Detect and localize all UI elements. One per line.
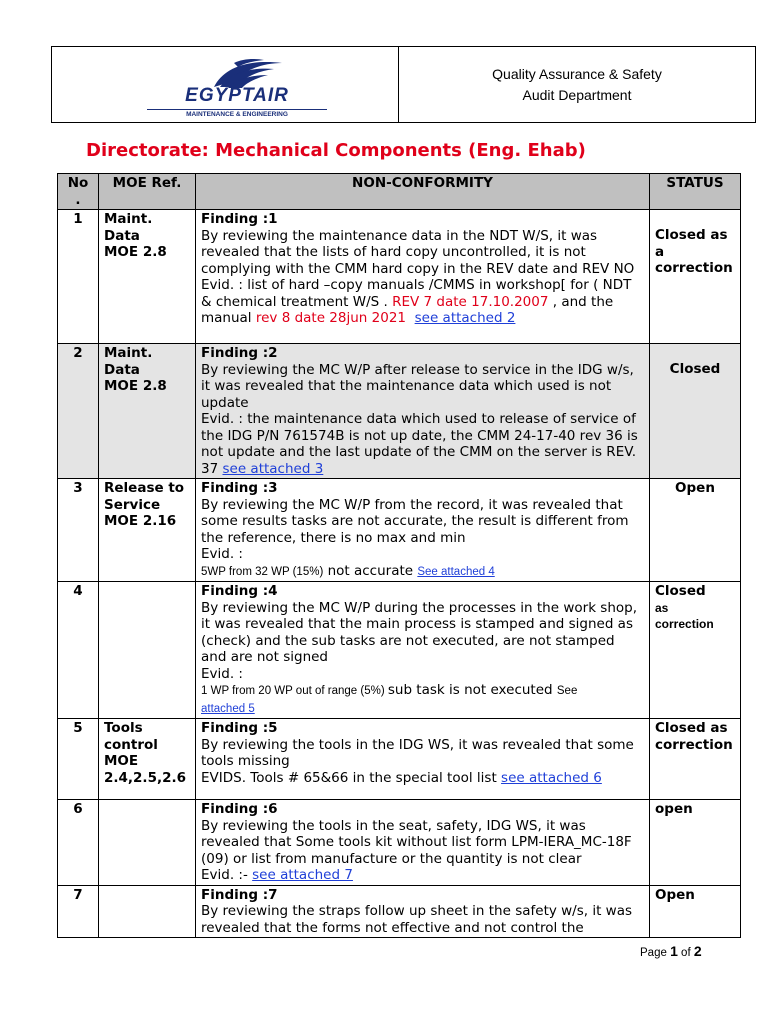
table-row [58, 479, 741, 582]
non-conformity [196, 885, 650, 938]
page-current: 1 [670, 943, 678, 959]
table-row [58, 344, 741, 479]
row-number: 1 [58, 210, 99, 344]
status-cell [650, 582, 741, 719]
finding-title: Finding :1 [201, 211, 278, 227]
department-cell [399, 47, 755, 122]
evidence-count: 1 WP from 20 WP out of range (5%) [201, 685, 388, 697]
finding-text: By reviewing the MC W/P from the record, it was revealed that some results tasks are not accurate, the result is different from the reference, there is no max and min [201, 496, 629, 546]
directorate-title: Directorate: Mechanical Components (Eng. Ehab) [86, 140, 586, 161]
evidence-text: Evid. :- [201, 867, 253, 883]
status-value: Closed as a correction [655, 227, 733, 276]
evidence-label: Evid. : [201, 665, 243, 682]
finding-title: Finding :5 [201, 720, 278, 736]
evidence-text-cont: , and the manual [201, 293, 614, 326]
evidence-see: See [556, 685, 578, 697]
logo-subtitle: MAINTENANCE & ENGINEERING [147, 109, 327, 118]
logo-wordmark: EGYPTAIR [185, 85, 289, 106]
page-label: Page [640, 947, 671, 959]
page-number [640, 943, 702, 959]
status-cell [650, 719, 741, 800]
table-row [58, 800, 741, 886]
moe-ref-label: Release to Service [104, 480, 185, 513]
status-value: open [655, 801, 693, 817]
moe-ref [99, 885, 196, 938]
department-line-1: Quality Assurance & Safety [492, 65, 662, 82]
header-moe-ref: MOE Ref. [99, 174, 196, 210]
header-status: STATUS [650, 174, 741, 210]
status-cell [650, 885, 741, 938]
non-conformity [196, 800, 650, 886]
status-cell [650, 344, 741, 479]
evidence-count: 5WP from 32 WP (15%) [201, 565, 324, 578]
row-number: 4 [58, 582, 99, 719]
non-conformity [196, 582, 650, 719]
evidence-text: sub task is not executed [387, 682, 557, 698]
non-conformity [196, 479, 650, 582]
row-number: 2 [58, 344, 99, 479]
table-row [58, 885, 741, 938]
moe-ref-section: MOE 2.16 [104, 513, 177, 529]
row-number: 7 [58, 885, 99, 938]
evidence-text: Evid. : list of hard –copy manuals /CMMS in workshop[ for ( NDT & chemical treatment W/S . [201, 277, 632, 310]
non-conformity [196, 210, 650, 344]
moe-ref-section: MOE 2.8 [104, 244, 167, 260]
header-non-conformity: NON-CONFORMITY [196, 174, 650, 210]
moe-ref [99, 719, 196, 800]
non-conformity [196, 344, 650, 479]
moe-ref-label: Tools control [104, 720, 158, 753]
logo-cell [52, 47, 399, 122]
table-row [58, 210, 741, 344]
status-value: Closed as correction [655, 720, 733, 753]
table-row [58, 582, 741, 719]
document-header [51, 46, 756, 123]
status-value-line-2: as [655, 600, 669, 615]
finding-title: Finding :4 [201, 583, 278, 599]
finding-title: Finding :3 [201, 480, 278, 496]
status-cell [650, 210, 741, 344]
finding-text: By reviewing the tools in the seat, safety, IDG WS, it was revealed that Some tools kit without list form LPM-IERA_MC-18F (09) or list from manufacture or the quantity is not clear [201, 817, 632, 867]
row-number: 6 [58, 800, 99, 886]
moe-ref [99, 210, 196, 344]
finding-text: By reviewing the straps follow up sheet in the safety w/s, it was revealed that the forms not effective and not control the [201, 903, 633, 936]
evidence-text: EVIDS. Tools # 65&66 in the special tool list [201, 769, 502, 786]
evidence-text: Evid. : the maintenance data which used to release of service of the IDG P/N 761574B is not up date, the CMM 24-17-40 rev 36 is not update and the last update of the CMM on the server is REV. 37 [201, 411, 638, 477]
page-total: 2 [693, 943, 702, 959]
moe-ref-section: MOE 2.4,2.5,2.6 [104, 753, 187, 786]
table-header-row [58, 174, 741, 210]
department-line-2: Audit Department [522, 86, 632, 103]
attachment-link[interactable]: attached 5 [201, 702, 255, 715]
finding-text: By reviewing the tools in the IDG WS, it was revealed that some tools missing [201, 736, 634, 769]
moe-ref [99, 582, 196, 719]
evidence-label: Evid. : [201, 546, 243, 562]
findings-table [57, 173, 741, 938]
status-value: Open [675, 480, 715, 496]
attachment-link[interactable]: see attached 6 [501, 769, 602, 786]
status-value: Open [655, 886, 695, 903]
page-of: of [677, 947, 694, 959]
moe-ref [99, 344, 196, 479]
status-cell [650, 479, 741, 582]
finding-title: Finding :2 [201, 345, 278, 361]
attachment-link[interactable]: see attached 3 [222, 460, 324, 477]
finding-title: Finding :7 [201, 886, 278, 903]
moe-ref [99, 800, 196, 886]
non-conformity [196, 719, 650, 800]
moe-ref-label: Maint. Data [104, 345, 153, 378]
status-value: Closed [655, 583, 706, 599]
evidence-revision-new: rev 8 date 28jun 2021 [255, 310, 407, 326]
finding-title: Finding :6 [201, 801, 278, 817]
evidence-text: not accurate [323, 562, 418, 579]
status-cell [650, 800, 741, 886]
moe-ref [99, 479, 196, 582]
finding-text: By reviewing the MC W/P after release to service in the IDG w/s, it was revealed that the maintenance data which used is not update [201, 361, 634, 411]
attachment-link[interactable]: See attached 4 [417, 565, 495, 578]
table-row [58, 719, 741, 800]
status-value-line-3: correction [655, 617, 714, 631]
moe-ref-label: Maint. Data [104, 211, 153, 244]
evidence-revision-old: REV 7 date 17.10.2007 [392, 293, 549, 310]
attachment-link[interactable]: see attached 7 [252, 867, 353, 883]
header-no: No . [58, 174, 99, 210]
attachment-link[interactable]: see attached 2 [414, 310, 516, 326]
moe-ref-section: MOE 2.8 [104, 378, 167, 394]
row-number: 5 [58, 719, 99, 800]
status-value: Closed [669, 361, 721, 377]
finding-text: By reviewing the maintenance data in the NDT W/S, it was revealed that the lists of hard copy uncontrolled, it is not complying with the CMM hard copy in the REV date and REV NO [201, 227, 635, 277]
finding-text: By reviewing the MC W/P during the processes in the work shop, it was revealed that the main process is stamped and signed as (check) and the sub tasks are not executed, are not stamped and are not signed [201, 599, 638, 665]
row-number: 3 [58, 479, 99, 582]
